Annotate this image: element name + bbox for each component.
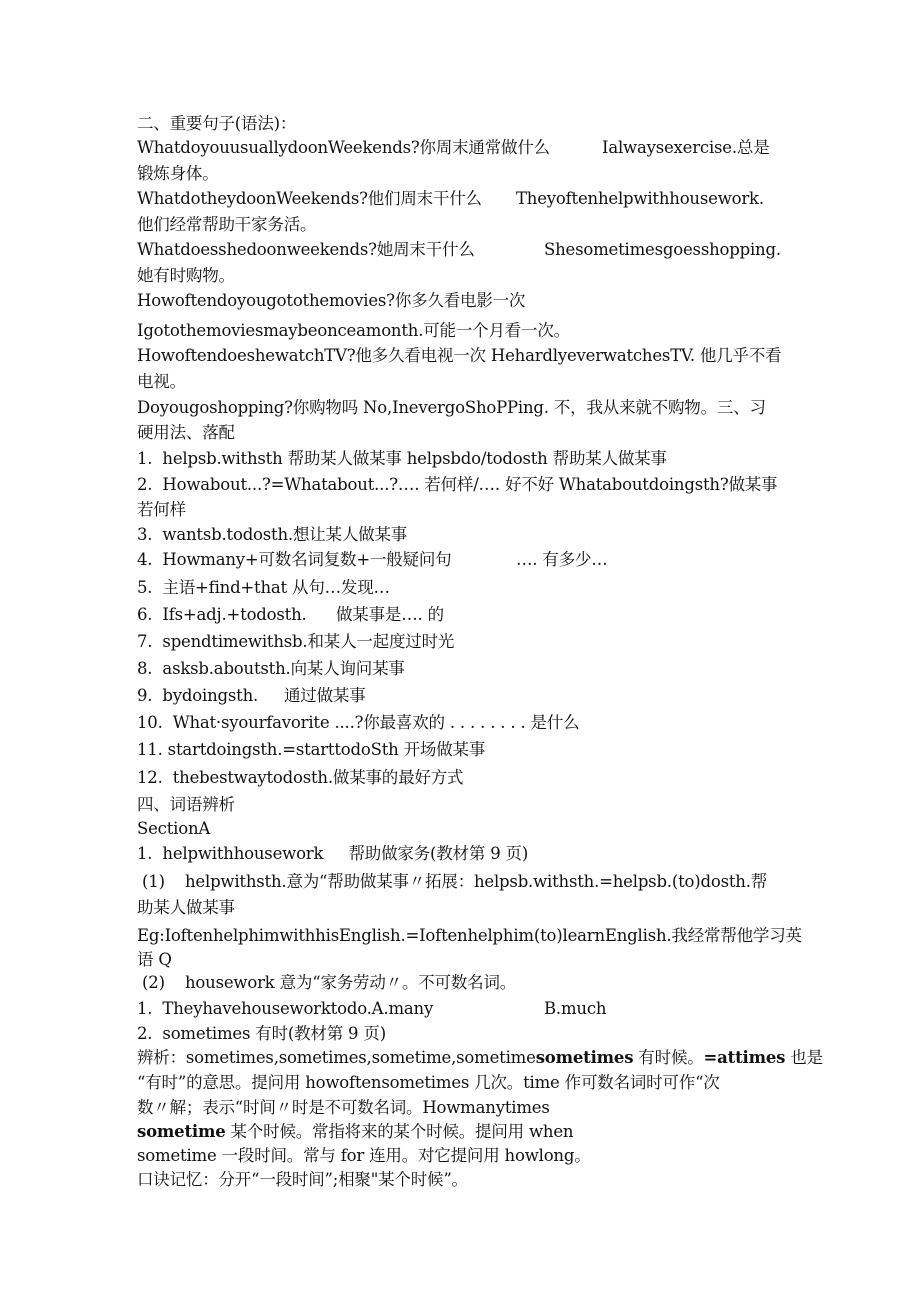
sentence-answer: Theyoftenhelpwithhousework. <box>516 189 764 208</box>
mnemonic-line: 口诀记忆：分开“一段时间”;相聚"某个时候”。 <box>137 1170 468 1189</box>
usage-item: 7. spendtimewithsb.和某人一起度过时光 <box>137 632 455 651</box>
analysis-line <box>137 1047 823 1069</box>
section-heading-analysis: 四、词语辨析 <box>137 795 235 814</box>
sentence-line: 锻炼身体。 <box>137 164 219 183</box>
analysis-text: 有时候。 <box>633 1048 704 1067</box>
exercise-option: B.much <box>544 999 607 1018</box>
bold-term: sometime <box>137 1122 226 1141</box>
analysis-line: (1) helpwithsth.意为“帮助做某事〃拓展：helpsb.withsth.=helpsb.(to)dosth.帮 <box>137 872 768 891</box>
usage-item-meaning: 做某事是…. 的 <box>336 605 444 624</box>
exercise-line: 1. Theyhavehouseworktodo.A.many <box>137 999 434 1018</box>
usage-item: 11. startdoingsth.=starttodoSth 开场做某事 <box>137 740 486 759</box>
sentence-line: 电视。 <box>137 372 186 391</box>
usage-item: 12. thebestwaytodosth.做某事的最好方式 <box>137 768 464 787</box>
sentence-line: HowoftendoeshewatchTV?他多久看电视一次 HehardlyeverwatchesTV. 他几乎不看 <box>137 346 782 365</box>
analysis-item: 1. helpwithhousework 帮助做家务(教材第 9 页) <box>137 844 529 863</box>
analysis-line: 语 Q <box>137 950 172 969</box>
sentence-line: Howoftendoyougotothemovies?你多久看电影一次 <box>137 291 526 310</box>
sentence-line: Igotothemoviesmaybeonceamonth.可能一个月看一次。 <box>137 321 570 340</box>
sentence-line: WhatdoyouusuallydoonWeekends?你周末通常做什么 <box>137 138 550 157</box>
sentence-line: Doyougoshopping?你购物吗 No,InevergoShoPPing. 不，我从来就不购物。三、习 <box>137 398 766 417</box>
analysis-text: 某个时候。常指将来的某个时候。提问用 when <box>225 1122 574 1141</box>
usage-item: 4. Howmany+可数名词复数+一般疑问句 <box>137 550 452 569</box>
section-label: SectionA <box>137 819 211 838</box>
analysis-line: 助某人做某事 <box>137 898 235 917</box>
sentence-line: WhatdotheydoonWeekends?他们周末干什么 <box>137 189 482 208</box>
analysis-line: “有时”的意思。提问用 howoftensometimes 几次。time 作可数名词时可作“次 <box>137 1073 720 1092</box>
analysis-line <box>137 1121 573 1143</box>
analysis-item: 2. sometimes 有时(教材第 9 页) <box>137 1024 386 1043</box>
usage-item: 9. bydoingsth. <box>137 686 259 705</box>
usage-item: 若何样 <box>137 500 186 519</box>
bold-term: sometimes <box>535 1048 634 1067</box>
usage-item: 2. Howabout...?=Whatabout...?…. 若何样/…. 好不好 Whataboutdoingsth?做某事 <box>137 475 778 494</box>
sentence-line: 硬用法、落配 <box>137 423 235 442</box>
usage-item: 8. asksb.aboutsth.向某人询问某事 <box>137 659 405 678</box>
analysis-line: 数〃解；表示“时间〃时是不可数名词。Howmanytimes <box>137 1098 550 1117</box>
section-heading-sentences: 二、重要句子(语法)： <box>137 114 297 133</box>
usage-item: 1. helpsb.withsth 帮助某人做某事 helpsbdo/todosth 帮助某人做某事 <box>137 449 667 468</box>
sentence-line: 他们经常帮助干家务活。 <box>137 215 317 234</box>
analysis-line: (2) housework 意为“家务劳动〃。不可数名词。 <box>137 973 517 992</box>
analysis-text: 也是 <box>785 1048 823 1067</box>
sentence-answer: Ialwaysexercise.总是 <box>602 138 770 157</box>
usage-item: 3. wantsb.todosth.想让某人做某事 <box>137 525 408 544</box>
sentence-line: 她有时购物。 <box>137 266 235 285</box>
usage-item: 10. What·syourfavorite ....?你最喜欢的 . . . . . . . . 是什么 <box>137 713 580 732</box>
usage-item: 5. 主语+find+that 从句…发现… <box>137 578 390 597</box>
usage-item-meaning: …. 有多少… <box>516 550 608 569</box>
sentence-line: Whatdoesshedoonweekends?她周末干什么 <box>137 240 475 259</box>
analysis-line: Eg:IoftenhelphimwithhisEnglish.=Ioftenhelphim(to)learnEnglish.我经常帮他学习英 <box>137 926 802 945</box>
analysis-line: sometime 一段时间。常与 for 连用。对它提问用 howlong。 <box>137 1146 591 1165</box>
usage-item-meaning: 通过做某事 <box>284 686 366 705</box>
usage-item: 6. Ifs+adj.+todosth. <box>137 605 307 624</box>
analysis-text: 辨析：sometimes,sometimes,sometime,sometime <box>137 1048 536 1067</box>
sentence-answer: Shesometimesgoesshopping. <box>544 240 781 259</box>
bold-term: =attimes <box>703 1048 786 1067</box>
